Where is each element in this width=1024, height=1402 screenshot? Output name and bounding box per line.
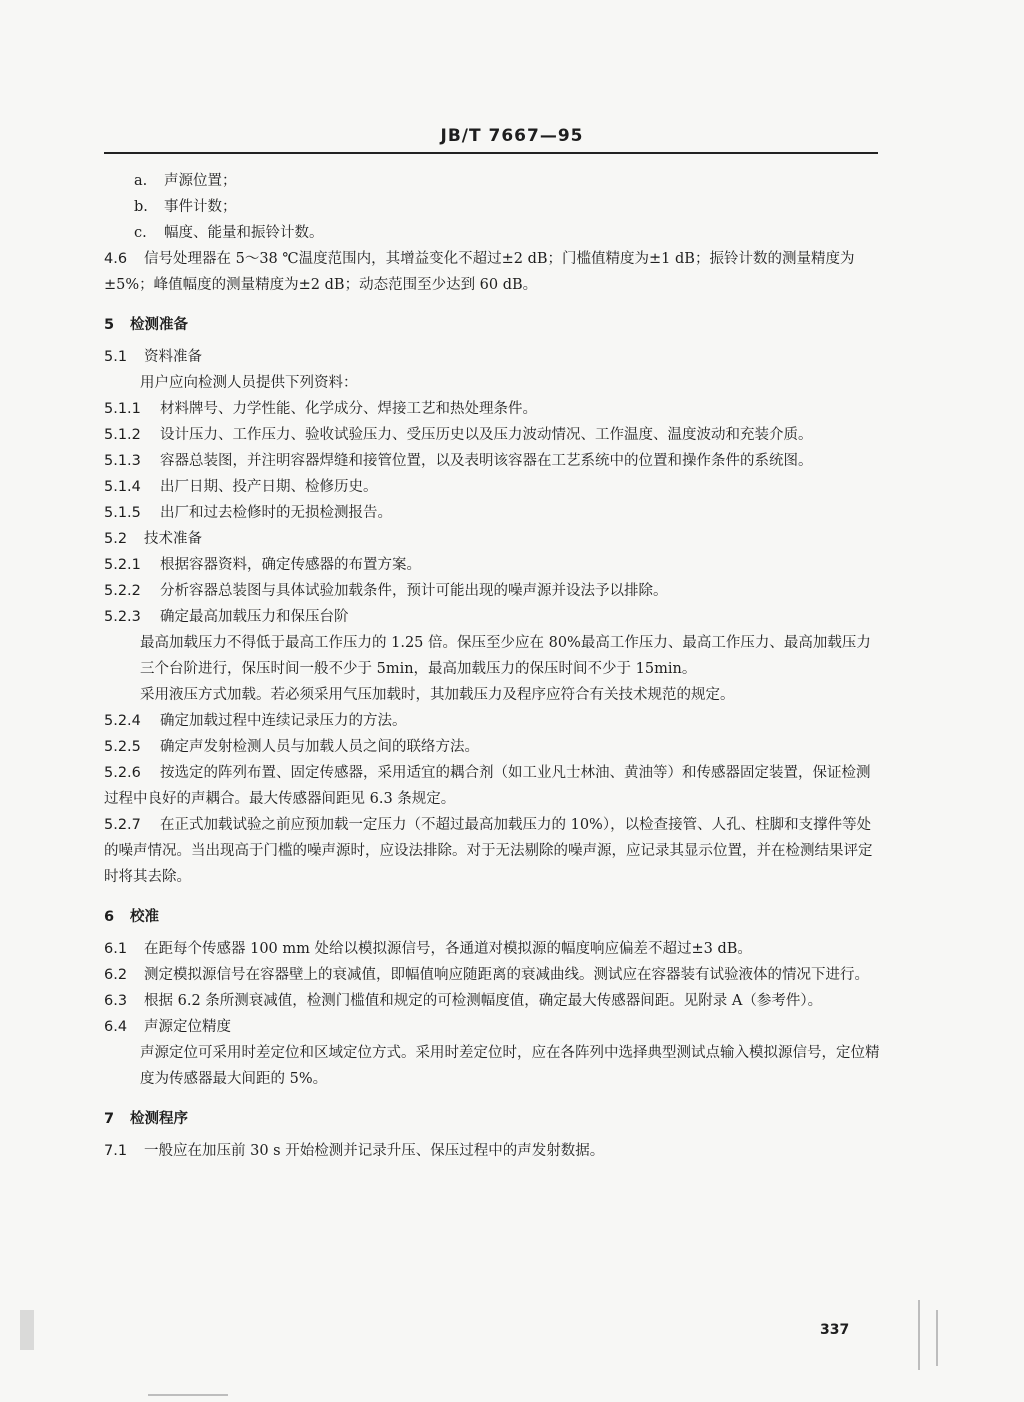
- clause-number: 5.2.1: [104, 557, 141, 573]
- clause: [104, 578, 880, 604]
- clause: [104, 988, 880, 1014]
- list-text: 声源位置；: [164, 173, 237, 189]
- list-marker: b.: [134, 199, 148, 215]
- paragraph: 用户应向检测人员提供下列资料：: [140, 375, 358, 391]
- clause-text: 材料牌号、力学性能、化学成分、焊接工艺和热处理条件。: [160, 401, 537, 417]
- clause-number: 5.1: [104, 349, 128, 365]
- clause: [104, 500, 880, 526]
- clause-text: 根据容器资料，确定传感器的布置方案。: [160, 557, 421, 573]
- scan-edge-mark: [918, 1300, 920, 1370]
- clause-text: 资料准备: [144, 349, 202, 365]
- clause: [104, 760, 880, 812]
- section-title: 检测程序: [130, 1111, 188, 1127]
- clause: [104, 526, 880, 552]
- list-item: [104, 220, 880, 246]
- clause: [104, 1014, 880, 1040]
- list-marker: c.: [134, 225, 147, 241]
- section-heading: [104, 312, 880, 338]
- clause-number: 5.1.4: [104, 479, 141, 495]
- clause: [104, 396, 880, 422]
- clause-number: 5.2.6: [104, 765, 141, 781]
- section-number: 7: [104, 1111, 115, 1127]
- clause-text: 一般应在加压前 30 s 开始检测并记录升压、保压过程中的声发射数据。: [144, 1143, 605, 1159]
- clause: [104, 552, 880, 578]
- clause-number: 5.1.2: [104, 427, 141, 443]
- clause-number: 6.3: [104, 993, 128, 1009]
- clause-number: 6.4: [104, 1019, 128, 1035]
- clause-text: 技术准备: [144, 531, 202, 547]
- section-number: 6: [104, 909, 115, 925]
- clause-text: 确定最高加载压力和保压台阶: [160, 609, 349, 625]
- paragraph: 声源定位可采用时差定位和区域定位方式。采用时差定位时，应在各阵列中选择典型测试点输入模拟源信号，定位精度为传感器最大间距的 5%。: [140, 1045, 880, 1087]
- clause: [104, 708, 880, 734]
- clause-text: 根据 6.2 条所测衰减值，检测门槛值和规定的可检测幅度值，确定最大传感器间距。见附录 A（参考件）。: [144, 993, 823, 1009]
- scan-dust-mark: [20, 1310, 34, 1350]
- clause-number: 5.1.3: [104, 453, 141, 469]
- section-title: 校准: [130, 909, 159, 925]
- section-heading: [104, 1106, 880, 1132]
- clause-text: 在距每个传感器 100 mm 处给以模拟源信号，各通道对模拟源的幅度响应偏差不超过±3 dB。: [144, 941, 752, 957]
- clause-number: 5.2.5: [104, 739, 141, 755]
- clause-number: 4.6: [104, 251, 128, 267]
- clause: [104, 812, 880, 890]
- clause: [104, 246, 880, 298]
- page-number: 337: [820, 1322, 850, 1338]
- list-item: [104, 168, 880, 194]
- clause-number: 5.2: [104, 531, 128, 547]
- clause-text: 确定声发射检测人员与加载人员之间的联络方法。: [160, 739, 479, 755]
- clause: [104, 604, 880, 630]
- list-text: 幅度、能量和振铃计数。: [164, 225, 324, 241]
- paragraph: 最高加载压力不得低于最高工作压力的 1.25 倍。保压至少应在 80%最高工作压力、最高工作压力、最高加载压力三个台阶进行，保压时间一般不少于 5min，最高加载压力的保压时间不少于 15min。: [140, 635, 871, 677]
- clause-text: 出厂和过去检修时的无损检测报告。: [160, 505, 392, 521]
- scan-bottom-mark: [148, 1394, 228, 1396]
- clause-number: 6.2: [104, 967, 128, 983]
- clause-number: 5.2.7: [104, 817, 141, 833]
- clause-number: 5.2.4: [104, 713, 141, 729]
- document-body: [104, 168, 880, 1164]
- paragraph: 采用液压方式加载。若必须采用气压加载时，其加载压力及程序应符合有关技术规范的规定。: [140, 687, 735, 703]
- clause-text: 出厂日期、投产日期、检修历史。: [160, 479, 378, 495]
- clause-text: 信号处理器在 5～38 ℃温度范围内，其增益变化不超过±2 dB；门槛值精度为±1 dB；振铃计数的测量精度为±5%；峰值幅度的测量精度为±2 dB；动态范围至少达到 60 dB。: [104, 251, 855, 293]
- clause-text: 测定模拟源信号在容器壁上的衰减值，即幅值响应随距离的衰减曲线。测试应在容器装有试验液体的情况下进行。: [144, 967, 869, 983]
- section-number: 5: [104, 317, 115, 333]
- clause-number: 6.1: [104, 941, 128, 957]
- clause-number: 5.2.3: [104, 609, 141, 625]
- list-marker: a.: [134, 173, 148, 189]
- clause-text: 在正式加载试验之前应预加载一定压力（不超过最高加载压力的 10%），以检查接管、人孔、柱脚和支撑件等处的噪声情况。当出现高于门槛的噪声源时，应设法排除。对于无法剔除的噪声源，应记录其显示位置，并在检测结果评定时将其去除。: [104, 817, 873, 885]
- section-title: 检测准备: [130, 317, 188, 333]
- clause-number: 5.2.2: [104, 583, 141, 599]
- scan-edge-mark: [936, 1310, 938, 1366]
- clause-text: 按选定的阵列布置、固定传感器，采用适宜的耦合剂（如工业凡士林油、黄油等）和传感器固定装置，保证检测过程中良好的声耦合。最大传感器间距见 6.3 条规定。: [104, 765, 871, 807]
- clause-text: 设计压力、工作压力、验收试验压力、受压历史以及压力波动情况、工作温度、温度波动和充装介质。: [160, 427, 813, 443]
- standard-code-header: JB/T 7667—95: [440, 126, 584, 146]
- clause: [104, 734, 880, 760]
- clause: [104, 1138, 880, 1164]
- clause-number: 5.1.5: [104, 505, 141, 521]
- clause-number: 7.1: [104, 1143, 128, 1159]
- clause-text: 分析容器总装图与具体试验加载条件，预计可能出现的噪声源并设法予以排除。: [160, 583, 668, 599]
- clause: [104, 344, 880, 370]
- clause-text: 容器总装图，并注明容器焊缝和接管位置，以及表明该容器在工艺系统中的位置和操作条件的系统图。: [160, 453, 813, 469]
- clause: [104, 422, 880, 448]
- clause: [104, 474, 880, 500]
- section-heading: [104, 904, 880, 930]
- list-item: [104, 194, 880, 220]
- clause-text: 确定加载过程中连续记录压力的方法。: [160, 713, 407, 729]
- clause-number: 5.1.1: [104, 401, 141, 417]
- clause: [104, 448, 880, 474]
- clause: [104, 936, 880, 962]
- list-text: 事件计数；: [164, 199, 237, 215]
- clause-text: 声源定位精度: [144, 1019, 231, 1035]
- header-rule: [104, 152, 878, 154]
- clause: [104, 962, 880, 988]
